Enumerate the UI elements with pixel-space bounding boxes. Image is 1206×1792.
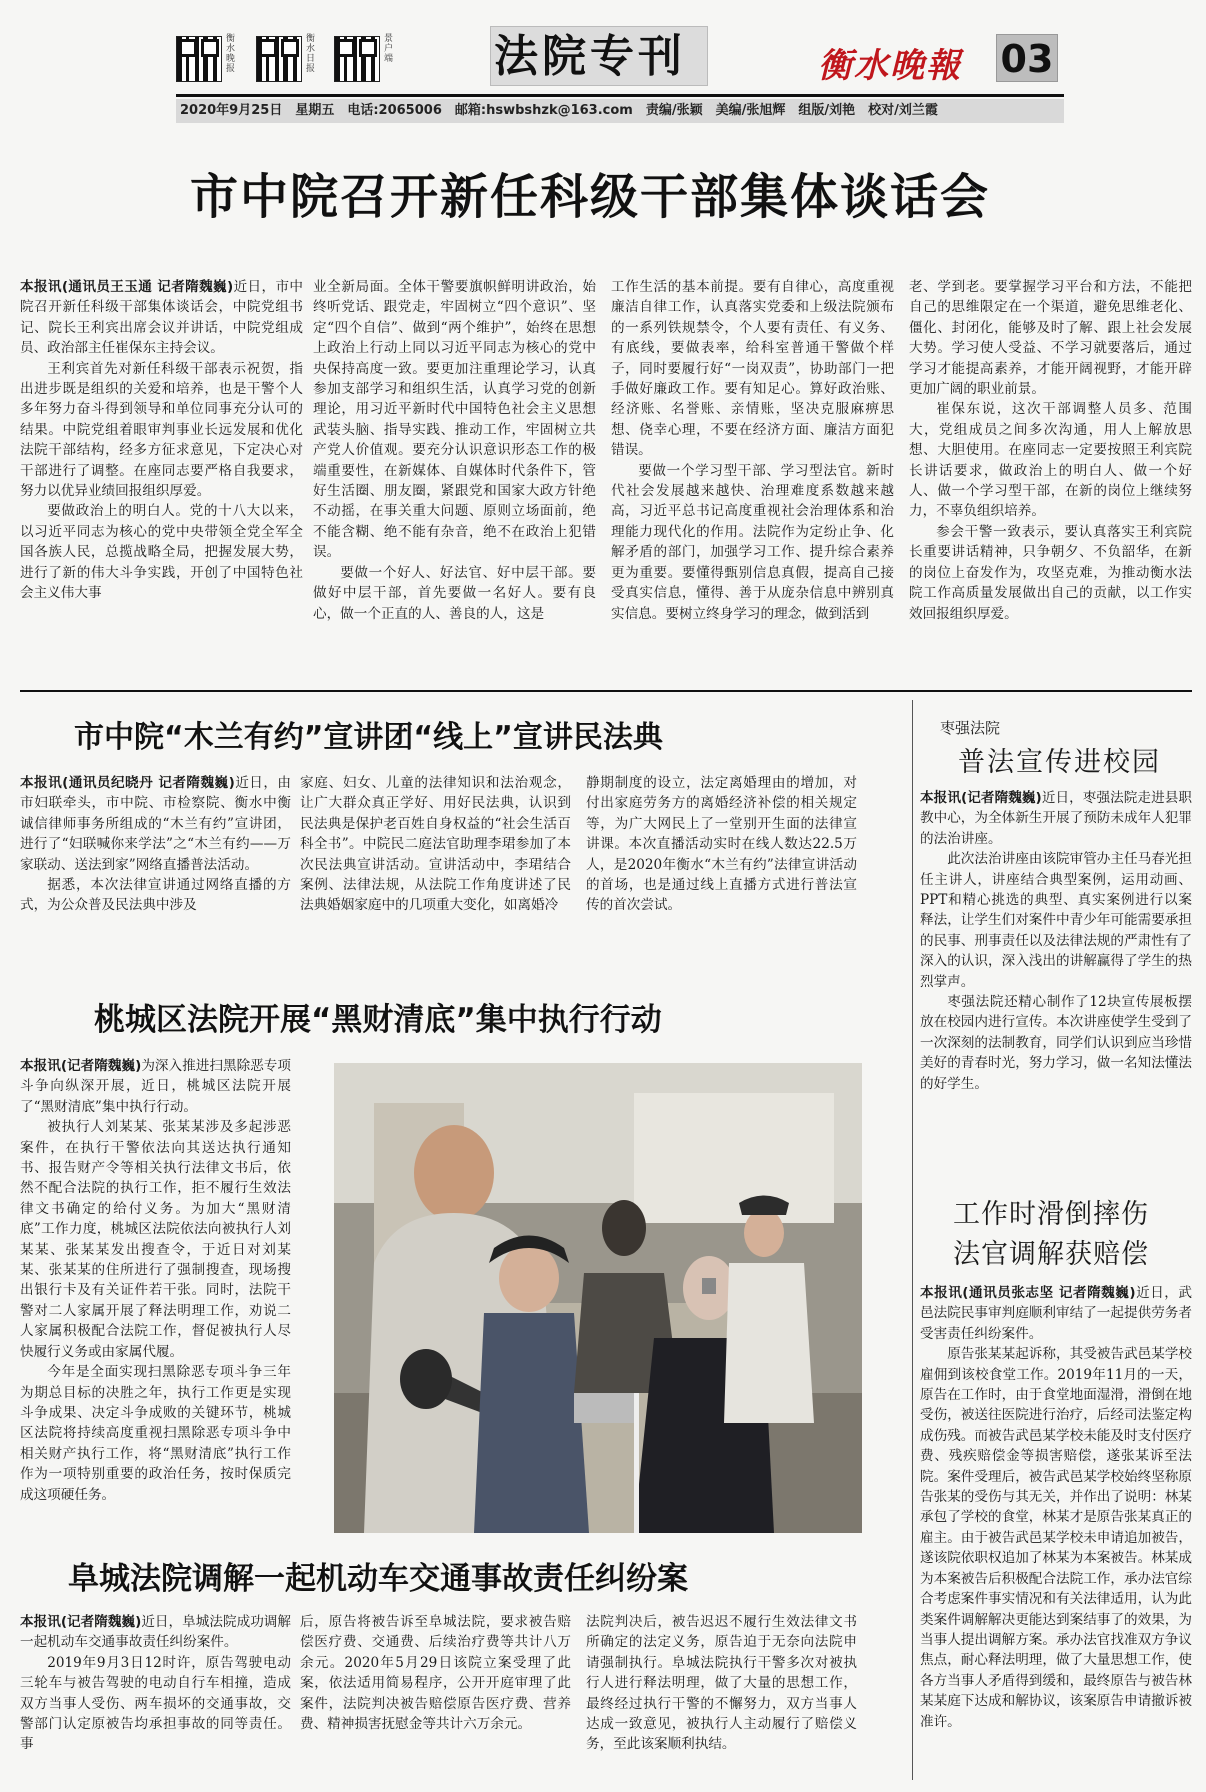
a2-column-3	[586, 773, 857, 963]
a4-column-3	[586, 1612, 857, 1787]
byline: 本报讯(记者隋魏巍)	[920, 790, 1042, 806]
issue-date: 2020年9月25日	[180, 103, 283, 118]
paper-name-logo: 衡水晚報	[818, 46, 962, 86]
divider-vertical	[912, 700, 913, 1780]
email: 邮箱:hswbshzk@163.com	[454, 103, 633, 118]
paragraph: 要做一个好人、好法官、好中层干部。要做好中层干部，首先要做一名好人。要有良心，做一个正直的人、善良的人，这是	[313, 564, 596, 622]
enforcement-photo	[334, 1063, 862, 1533]
paragraph: 枣强法院还精心制作了12块宣传展板摆放在校园内进行宣传。本次讲座使学生受到了一次深刻的法制教育，同学们认识到应当珍惜美好的青春时光，努力学习，做一名知法懂法的好学生。	[920, 994, 1192, 1092]
section-title: 法院专刊	[494, 31, 686, 82]
headline-a6-line2: 法官调解获赔偿	[953, 1239, 1149, 1270]
paragraph: 本报讯(通讯员纪晓丹 记者隋魏巍)近日，由市妇联牵头，市中院、市检察院、衡水中衡诚信律师事务所组成的“木兰有约”宣讲团，进行了“妇联喊你来学法”之“木兰有约——万家联动、送法到家”网络直播普法活动。	[20, 775, 291, 873]
qr-label: 衡水日报	[306, 34, 316, 74]
a3-column-1	[20, 1056, 291, 1516]
qr-code-ribao[interactable]	[256, 36, 302, 82]
issue-weekday: 星期五	[295, 103, 335, 118]
headline-a5: 普法宣传进校园	[958, 747, 1161, 778]
a4-column-2	[300, 1612, 571, 1787]
a2-column-2	[300, 773, 571, 963]
paragraph: 此次法治讲座由该院审管办主任马春光担任主讲人，讲座结合典型案例，运用动画、PPT和精心挑选的典型、真实案例进行以案释法，让学生们对案件中青少年可能需要承担的民事、刑事责任以及法律法规的严肃性有了深入的认识，深入浅出的讲解赢得了学生的热烈掌声。	[920, 851, 1192, 990]
phone: 电话:2065006	[347, 103, 442, 118]
a1-column-1	[20, 277, 303, 673]
paragraph: 原告张某某起诉称，其受被告武邑某学校雇佣到该校食堂工作。2019年11月的一天，原告在工作时，由于食堂地面湿滑，滑倒在地受伤，被送往医院进行治疗，后经司法鉴定构成伤残。而被告武邑某学校未能及时支付医疗费、残疾赔偿金等损害赔偿，遂张某诉至法院。案件受理后，被告武邑某学校始终坚称原告张某的受伤与其无关，并作出了说明：林某承包了学校的食堂，林某才是原告张某真正的雇主。由于被告武邑某学校未申请追加被告，遂该院依职权追加了林某为本案被告。林某成为本案被告后积极配合法院工作，承办法官综合考虑案件事实情况和有关法律适用，认为此类案件调解解决更能达到案结事了的效果，为当事人提出调解方案。承办法官找准双方争议焦点，耐心释法明理，做了大量思想工作，使各方当事人矛盾得到缓和，最终原告与被告林某某庭下达成和解协议，该案原告申请撤诉被准许。	[920, 1346, 1192, 1730]
headline-a6-line1: 工作时滑倒摔伤	[953, 1199, 1149, 1230]
qr-label: 衡水晚报	[226, 34, 236, 74]
a1-column-3	[611, 277, 894, 673]
paragraph: 工作生活的基本前提。要有自律心，高度重视廉洁自律工作，认真落实党委和上级法院颁布的一系列铁规禁令，个人要有责任、有义务、有底线，要做表率，给科室普通干警做个样子，同时要履行好“一岗双责”，协助部门一把手做好廉政工作。要有知足心。算好政治账、经济账、名誉账、亲情账，坚决克服麻痹思想、侥幸心理，不要在经济方面、廉洁方面犯错误。	[611, 279, 894, 459]
qr-code-app[interactable]	[334, 36, 380, 82]
paragraph: 家庭、妇女、儿童的法律知识和法治观念，让广大群众真正学好、用好民法典，认识到民法典是保护老百姓自身权益的“社会生活百科全书”。中院民二庭法官助理李珺参加了本次民法典宣讲活动。宣讲活动中，李珺结合案例、法律法规，从法院工作角度讲述了民法典婚姻家庭中的几项重大变化，如离婚冷	[300, 775, 571, 914]
page-number: 03	[996, 34, 1058, 82]
kicker-a5: 枣强法院	[940, 719, 1001, 737]
paragraph: 崔保东说，这次干部调整人员多、范围大，党组成员之间多次沟通，用人上解放思想、大胆使用。在座同志一定要按照王利宾院长讲话要求，做政治上的明白人、做一个好人、做一个学习型干部，在新的岗位上继续努力，不辜负组织培养。	[909, 401, 1192, 520]
paragraph: 本报讯(记者隋魏巍)近日，枣强法院走进县职教中心，为全体新生开展了预防未成年人犯罪的法治讲座。	[920, 790, 1192, 847]
a1-column-2	[313, 277, 596, 673]
byline: 本报讯(记者隋魏巍)	[20, 1058, 142, 1074]
paragraph: 被执行人刘某某、张某某涉及多起涉恶案件，在执行干警依法向其送达执行通知书、报告财产令等相关执行法律文书后，依然不配合法院的执行工作，拒不履行生效法律文书确定的给付义务。为加大“黑财清底”工作力度，桃城区法院依法向被执行人刘某某、张某某发出搜查令，于近日对刘某某、张某某的住所进行了强制搜查，现场搜出银行卡及有关证件若干张。同时，法院干警对二人家属开展了释法明理工作，劝说二人家属积极配合法院工作，督促被执行人尽快履行义务或由家属代履。	[20, 1119, 291, 1360]
editor: 责编/张颖	[645, 103, 703, 118]
layout-editor: 组版/刘艳	[798, 103, 856, 118]
paragraph: 参会干警一致表示，要认真落实王利宾院长重要讲话精神，只争朝夕、不负韶华，在新的岗位上奋发作为，攻坚克难，为推动衡水法院工作高质量发展做出自己的贡献，以工作实效回报组织厚爱。	[909, 523, 1192, 622]
paragraph: 老、学到老。要掌握学习平台和方法，不能把自己的思维限定在一个渠道，避免思维老化、僵化、封闭化，能够及时了解、跟上社会发展大势。学习使人受益、不学习就要落后，通过学习才能提高素养，才能开阔视野，才能开辟更加广阔的职业前景。	[909, 279, 1192, 398]
paragraph: 本报讯(记者隋魏巍)为深入推进扫黑除恶专项斗争向纵深开展，近日，桃城区法院开展了“黑财清底”集中执行行动。	[20, 1058, 291, 1115]
paragraph: 本报讯(记者隋魏巍)近日，阜城法院成功调解一起机动车交通事故责任纠纷案件。	[20, 1614, 291, 1651]
a4-column-1	[20, 1612, 291, 1787]
a2-column-1	[20, 773, 291, 963]
proofreader: 校对/刘兰霞	[868, 103, 938, 118]
paragraph: 要做政治上的明白人。党的十八大以来，以习近平同志为核心的党中央带领全党全军全国各族人民，总揽战略全局，把握发展大势，进行了新的伟大斗争实践，开创了中国特色社会主义伟大事	[20, 503, 303, 602]
qr-label: 景户端	[384, 34, 394, 64]
paragraph: 业全新局面。全体干警要旗帜鲜明讲政治，始终听党话、跟党走，牢固树立“四个意识”、坚定“四个自信”、做到“两个维护”，始终在思想上政治上行动上同以习近平同志为核心的党中央保持高度一致。要更加注重理论学习，认真参加支部学习和组织生活，认真学习党的创新理论，用习近平新时代中国特色社会主义思想武装头脑、指导实践、推动工作，牢固树立共产党人价值观。要充分认识意识形态工作的极端重要性，在新媒体、自媒体时代条件下，管好生活圈、朋友圈，紧跟党和国家大政方针绝不动摇，在事关重大问题、原则立场面前，绝不能含糊、绝不能有杂音，绝不在政治上犯错误。	[313, 279, 596, 561]
masthead-rule	[176, 94, 1064, 97]
paragraph: 据悉，本次法律宣讲通过网络直播的方式，为公众普及民法典中涉及	[20, 877, 291, 914]
byline: 本报讯(通讯员张志坚 记者隋魏巍)	[920, 1285, 1136, 1301]
headline-a4: 阜城法院调解一起机动车交通事故责任纠纷案	[68, 1561, 688, 1597]
paragraph: 本报讯(通讯员王玉通 记者隋魏巍)近日，市中院召开新任科级干部集体谈话会，中院党组书记、院长王利宾出席会议并讲话，中院党组成员、政治部主任崔保东主持会议。	[20, 279, 303, 357]
paragraph: 2019年9月3日12时许，原告驾驶电动三轮车与被告驾驶的电动自行车相撞，造成双方当事人受伤、两车损坏的交通事故，交警部门认定原被告均承担事故的同等责任。事	[20, 1654, 291, 1753]
byline: 本报讯(通讯员王玉通 记者隋魏巍)	[20, 279, 234, 295]
paragraph: 本报讯(通讯员张志坚 记者隋魏巍)近日，武邑法院民事审判庭顺利审结了一起提供劳务者受害责任纠纷案件。	[920, 1285, 1192, 1342]
byline: 本报讯(记者隋魏巍)	[20, 1614, 142, 1630]
headline-a2: 市中院“木兰有约”宣讲团“线上”宣讲民法典	[74, 720, 663, 755]
headline-a1: 市中院召开新任科级干部集体谈话会	[190, 169, 991, 225]
paragraph: 王利宾首先对新任科级干部表示祝贺，指出进步既是组织的关爱和培养，也是干警个人多年努力奋斗得到领导和单位同事充分认可的结果。中院党组着眼审判事业长远发展和优化法院干部结构，经多方征求意见，下定决心对干部进行了调整。在座同志要严格自我要求，努力以优异业绩回报组织厚爱。	[20, 360, 303, 500]
art-editor: 美编/张旭辉	[715, 103, 786, 118]
paragraph: 要做一个学习型干部、学习型法官。新时代社会发展越来越快、治理难度系数越来越高，习近平总书记高度重视社会治理体系和治理能力现代化的作用。法院作为定纷止争、化解矛盾的部门，加强学习工作、提升综合素养更为重要。要懂得甄别信息真假，提高自己接受真实信息，懂得、善于从庞杂信息中辨别真实信息。要树立终身学习的理念，做到活到	[611, 462, 894, 622]
masthead-info-bar	[176, 99, 1064, 123]
qr-code-wanbao[interactable]	[176, 36, 222, 82]
paragraph: 法院判决后，被告迟迟不履行生效法律文书所确定的法定义务，原告迫于无奈向法院申请强制执行。阜城法院执行干警多次对被执行人进行释法明理，做了大量的思想工作，最终经过执行干警的不懈努力，双方当事人达成一致意见，被执行人主动履行了赔偿义务，至此该案顺利执结。	[586, 1614, 857, 1753]
paragraph: 后，原告将被告诉至阜城法院，要求被告赔偿医疗费、交通费、后续治疗费等共计八万余元。2020年5月29日该院立案受理了此案，依法适用简易程序，公开开庭审理了此案件，法院判决被告赔偿原告医疗费、营养费、精神损害抚慰金等共计六万余元。	[300, 1614, 571, 1733]
a1-column-4	[909, 277, 1192, 673]
paragraph: 静期制度的设立，法定离婚理由的增加，对付出家庭劳务方的离婚经济补偿的相关规定等，为广大网民上了一堂别开生面的法律宣讲课。本次直播活动实时在线人数达22.5万人，是2020年衡水“木兰有约”法律宣讲活动的首场，也是通过线上直播方式进行普法宣传的首次尝试。	[586, 775, 857, 914]
headline-a3: 桃城区法院开展“黑财清底”集中执行行动	[94, 1002, 662, 1038]
byline: 本报讯(通讯员纪晓丹 记者隋魏巍)	[20, 775, 235, 791]
a6-column-1	[920, 1283, 1192, 1787]
paragraph: 今年是全面实现扫黑除恶专项斗争三年为期总目标的决胜之年，执行工作更是实现斗争成果、决定斗争成败的关键环节，桃城区法院将持续高度重视扫黑除恶专项斗争中相关财产执行工作，将“黑财清底”执行工作作为一项特别重要的政治任务，按时保质完成这项硬任务。	[20, 1364, 291, 1503]
a5-column-1	[920, 788, 1192, 1180]
divider	[20, 690, 1192, 692]
